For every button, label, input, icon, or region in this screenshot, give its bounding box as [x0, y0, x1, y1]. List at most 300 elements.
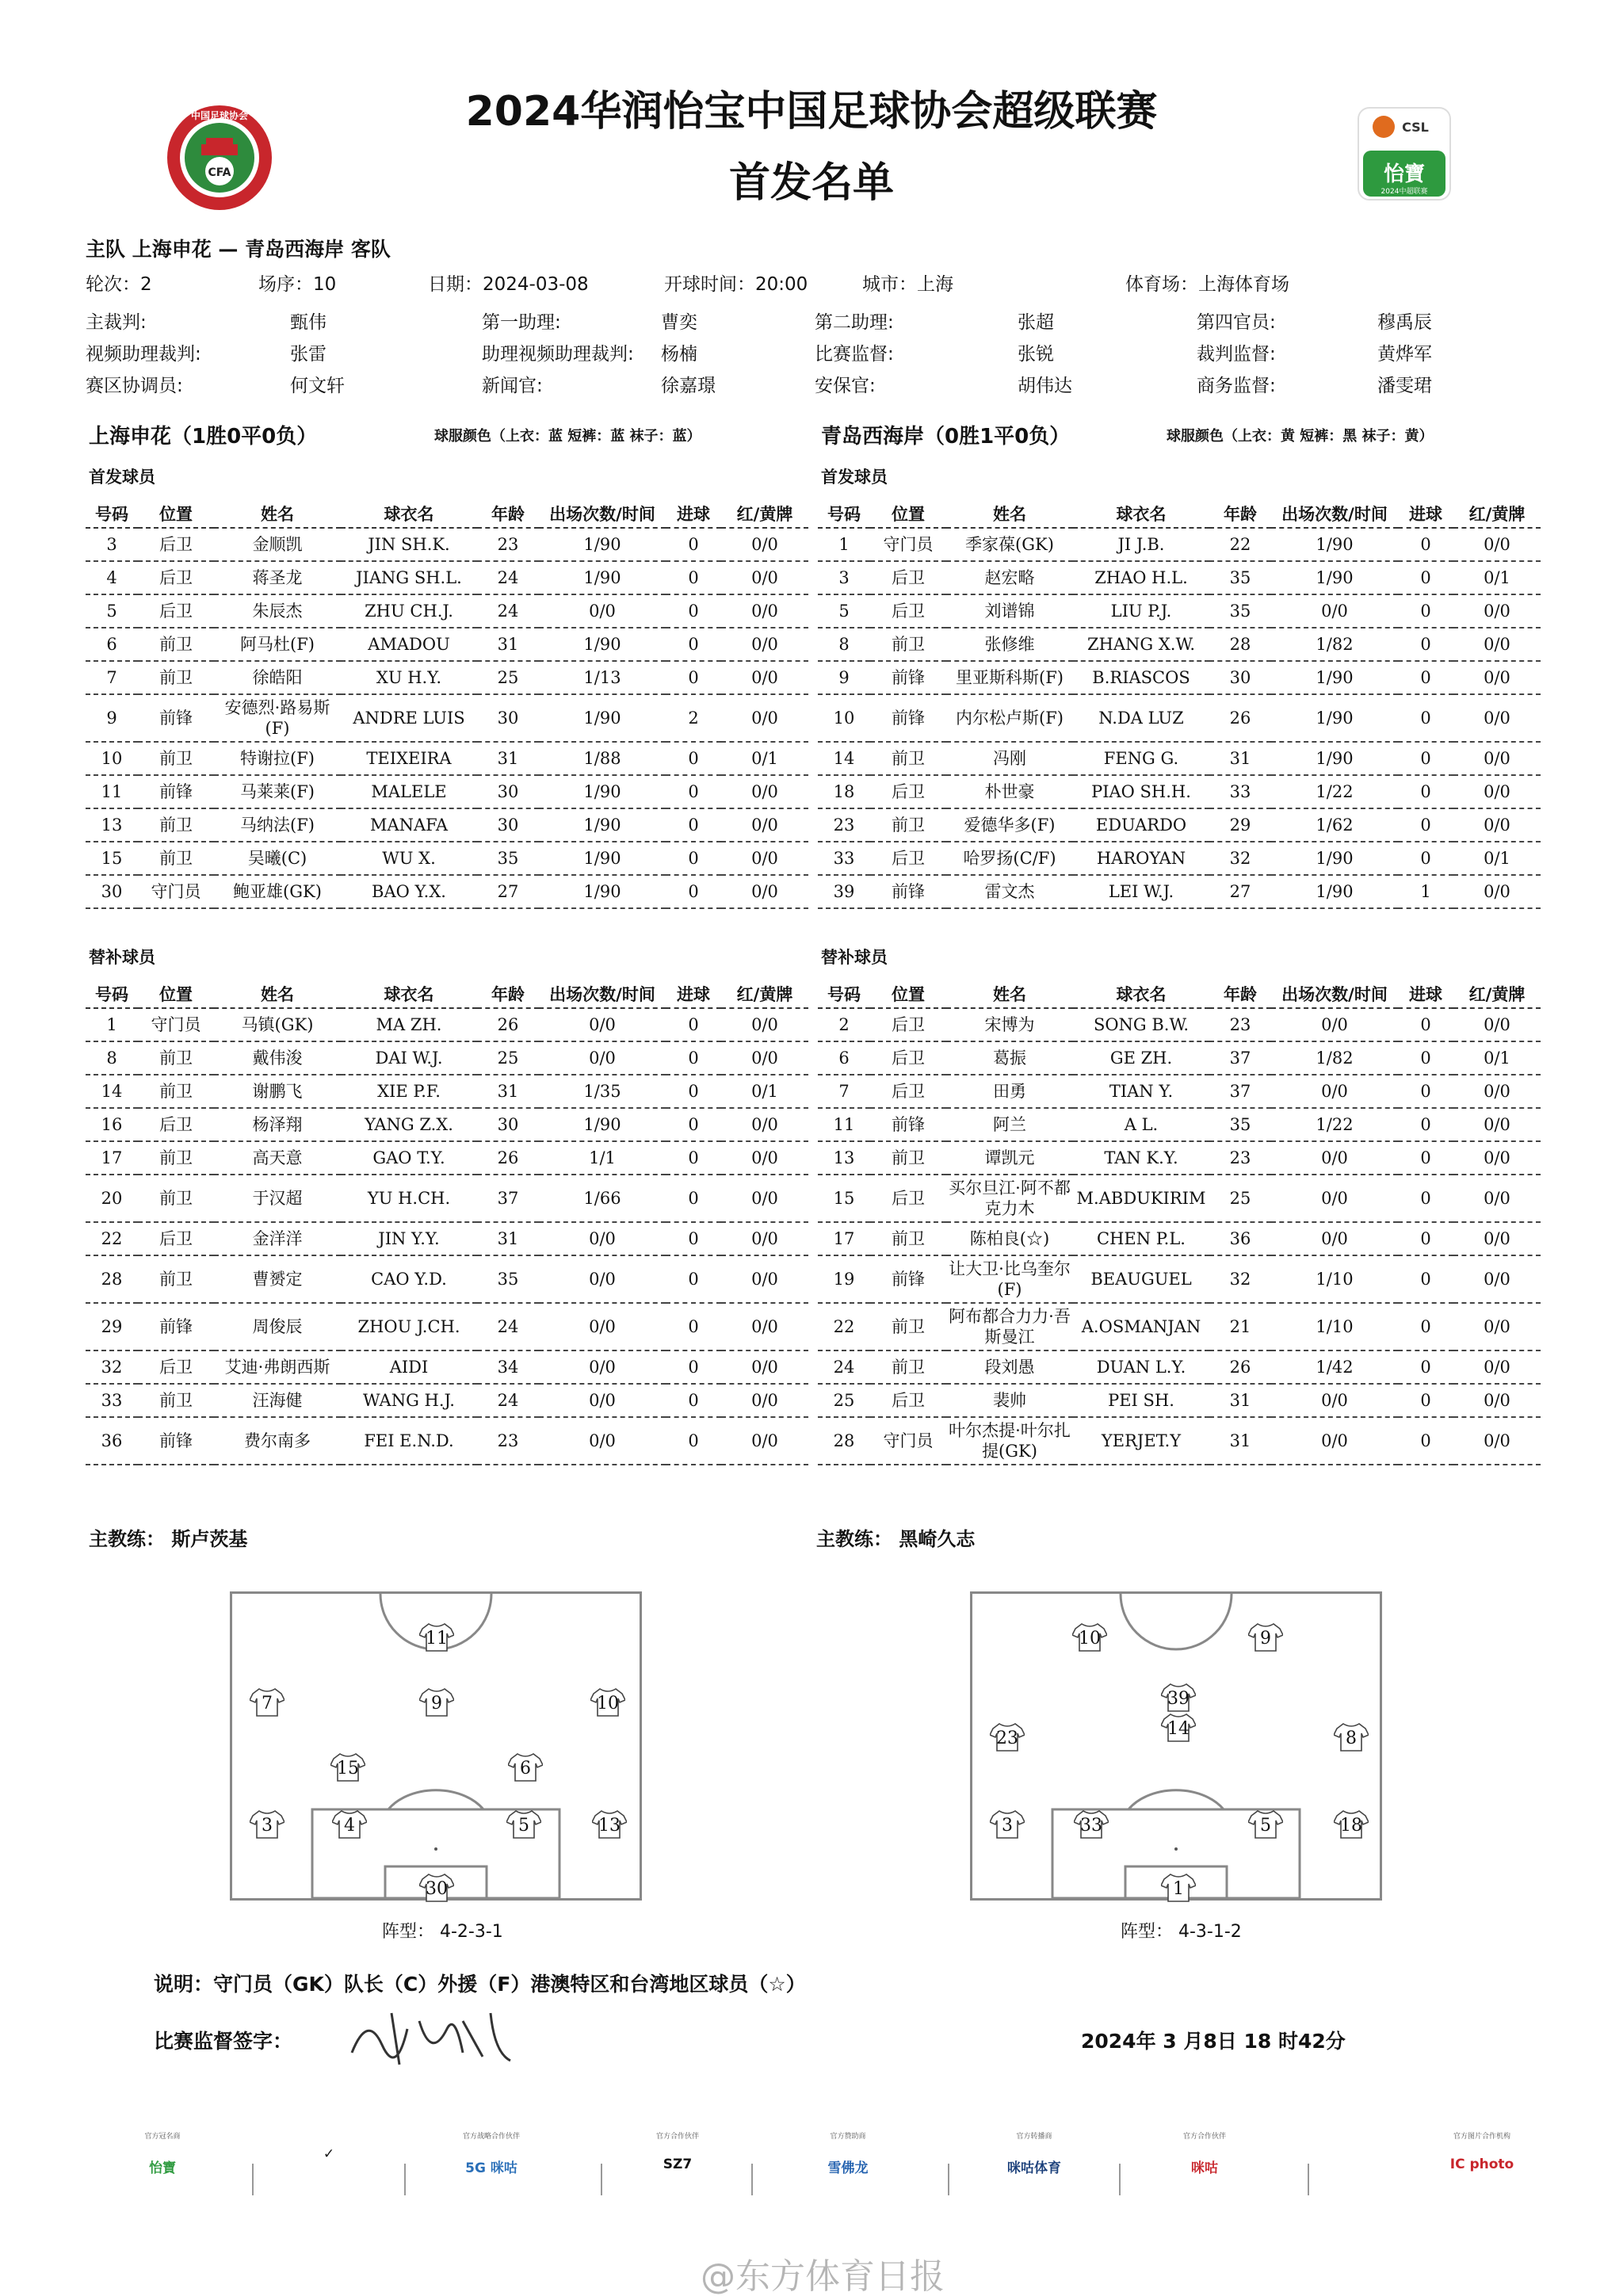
player-appearances: 0/0 — [1271, 1384, 1398, 1417]
player-name: 徐皓阳 — [214, 661, 341, 694]
player-goals: 0 — [666, 808, 721, 842]
player-row — [818, 1417, 1541, 1465]
svg-text:2024中超联赛: 2024中超联赛 — [1381, 188, 1428, 196]
player-goals: 0 — [1398, 808, 1453, 842]
player-cards: 0/0 — [1453, 1175, 1541, 1222]
player-number: 6 — [818, 1041, 870, 1075]
player-cards: 0/0 — [721, 628, 808, 661]
player-jersey-icon — [1161, 1713, 1196, 1743]
player-goals: 0 — [1398, 694, 1453, 742]
player-shirt-name: A.OSMANJAN — [1073, 1303, 1209, 1350]
player-shirt-name: YERJET.Y — [1073, 1417, 1209, 1465]
player-appearances: 1/10 — [1271, 1255, 1398, 1303]
jersey-number: 13 — [598, 1816, 621, 1836]
player-goals: 0 — [666, 875, 721, 908]
player-appearances: 0/0 — [539, 1303, 666, 1350]
player-position: 后卫 — [138, 1350, 214, 1384]
player-row — [86, 808, 808, 842]
player-jersey-icon — [1334, 1722, 1369, 1752]
player-name: 金顺凯 — [214, 528, 341, 561]
jersey-number: 7 — [262, 1694, 273, 1713]
player-jersey-icon — [1161, 1683, 1196, 1713]
player-appearances: 1/90 — [539, 875, 666, 908]
player-position: 前锋 — [870, 1108, 946, 1141]
away-kit-colors: 球服颜色（上衣：黄 短裤：黑 袜子：黄） — [1167, 428, 1434, 445]
player-appearances: 1/22 — [1271, 1108, 1398, 1141]
player-row — [818, 1255, 1541, 1303]
player-age: 31 — [1209, 1384, 1271, 1417]
player-age: 32 — [1209, 842, 1271, 875]
player-goals: 0 — [666, 1041, 721, 1075]
player-goals: 0 — [1398, 1222, 1453, 1255]
jersey-number: 14 — [1167, 1719, 1190, 1739]
player-goals: 0 — [1398, 742, 1453, 775]
player-goals: 0 — [666, 628, 721, 661]
player-shirt-name: PIAO SH.H. — [1073, 775, 1209, 808]
player-row — [86, 1008, 808, 1041]
player-goals: 0 — [1398, 1041, 1453, 1075]
jersey-number: 10 — [1079, 1629, 1101, 1648]
player-age: 29 — [1209, 808, 1271, 842]
player-shirt-name: YU H.CH. — [341, 1175, 477, 1222]
player-shirt-name: MALELE — [341, 775, 477, 808]
player-number: 13 — [86, 808, 138, 842]
player-name: 赵宏略 — [946, 561, 1073, 594]
player-number: 32 — [86, 1350, 138, 1384]
col-goals: 进球 — [666, 499, 721, 528]
col-cards: 红/黄牌 — [1453, 980, 1541, 1008]
player-cards: 0/0 — [721, 842, 808, 875]
player-appearances: 1/1 — [539, 1141, 666, 1175]
table-header-row — [818, 499, 1541, 528]
player-age: 37 — [477, 1175, 539, 1222]
player-number: 17 — [818, 1222, 870, 1255]
player-shirt-name: DUAN L.Y. — [1073, 1350, 1209, 1384]
player-cards: 0/0 — [721, 1384, 808, 1417]
player-number: 28 — [818, 1417, 870, 1465]
player-row — [818, 594, 1541, 628]
player-age: 35 — [1209, 1108, 1271, 1141]
player-age: 24 — [477, 1303, 539, 1350]
player-cards: 0/0 — [1453, 775, 1541, 808]
player-position: 后卫 — [870, 594, 946, 628]
col-name: 姓名 — [214, 499, 341, 528]
player-jersey-icon — [508, 1752, 543, 1782]
sponsor-logo: ✓ — [323, 2146, 335, 2162]
official-label: 第二助理: — [815, 312, 894, 333]
player-shirt-name: TAN K.Y. — [1073, 1141, 1209, 1175]
player-number: 22 — [86, 1222, 138, 1255]
player-number: 10 — [86, 742, 138, 775]
teams-line: 主队 上海申花 — 青岛西海岸 客队 — [86, 238, 391, 261]
player-age: 23 — [1209, 1141, 1271, 1175]
player-number: 5 — [818, 594, 870, 628]
player-number: 33 — [818, 842, 870, 875]
official-name: 黄烨军 — [1377, 344, 1432, 365]
player-goals: 0 — [666, 1384, 721, 1417]
player-row — [86, 842, 808, 875]
col-goals: 进球 — [1398, 499, 1453, 528]
player-cards: 0/0 — [1453, 1141, 1541, 1175]
player-name: 叶尔杰提·叶尔扎提(GK) — [946, 1417, 1073, 1465]
player-age: 30 — [477, 1108, 539, 1141]
player-row — [818, 528, 1541, 561]
player-name: 刘谱锦 — [946, 594, 1073, 628]
player-cards: 0/0 — [1453, 742, 1541, 775]
player-appearances: 1/90 — [539, 694, 666, 742]
player-shirt-name: JI J.B. — [1073, 528, 1209, 561]
player-jersey-icon — [1248, 1809, 1283, 1839]
jersey-number: 18 — [1340, 1816, 1362, 1836]
player-age: 30 — [477, 694, 539, 742]
player-age: 27 — [477, 875, 539, 908]
jersey-number: 1 — [1173, 1879, 1184, 1899]
player-name: 蒋圣龙 — [214, 561, 341, 594]
player-age: 30 — [477, 808, 539, 842]
player-cards: 0/0 — [721, 1255, 808, 1303]
player-goals: 0 — [666, 1222, 721, 1255]
player-age: 35 — [477, 842, 539, 875]
player-name: 于汉超 — [214, 1175, 341, 1222]
player-appearances: 1/90 — [539, 1108, 666, 1141]
player-age: 25 — [477, 661, 539, 694]
player-shirt-name: PEI SH. — [1073, 1384, 1209, 1417]
player-age: 22 — [1209, 528, 1271, 561]
player-shirt-name: TEIXEIRA — [341, 742, 477, 775]
player-row — [86, 1041, 808, 1075]
player-shirt-name: JIN SH.K. — [341, 528, 477, 561]
player-row — [818, 808, 1541, 842]
sponsor-logo: 官方战略合作伙伴 5G 咪咕 — [462, 2133, 520, 2176]
official-name: 张超 — [1018, 312, 1054, 333]
player-number: 11 — [86, 775, 138, 808]
table-header-row — [86, 980, 808, 1008]
player-shirt-name: EDUARDO — [1073, 808, 1209, 842]
player-row — [86, 742, 808, 775]
player-number: 8 — [86, 1041, 138, 1075]
sponsor-logo: 官方冠名商 怡寶 — [144, 2133, 181, 2176]
player-goals: 0 — [666, 594, 721, 628]
player-goals: 0 — [666, 842, 721, 875]
col-cards: 红/黄牌 — [721, 499, 808, 528]
player-appearances: 0/0 — [1271, 1075, 1398, 1108]
player-appearances: 1/90 — [1271, 561, 1398, 594]
jersey-number: 5 — [1260, 1816, 1271, 1836]
player-position: 后卫 — [870, 775, 946, 808]
jersey-number: 3 — [262, 1816, 273, 1836]
player-position: 前卫 — [138, 842, 214, 875]
player-number: 8 — [818, 628, 870, 661]
col-number: 号码 — [86, 499, 138, 528]
player-position: 前卫 — [138, 1175, 214, 1222]
player-position: 前卫 — [138, 808, 214, 842]
player-position: 前卫 — [138, 1255, 214, 1303]
player-appearances: 0/0 — [1271, 1175, 1398, 1222]
player-position: 前卫 — [138, 1384, 214, 1417]
player-row — [86, 628, 808, 661]
player-goals: 0 — [666, 1075, 721, 1108]
player-number: 23 — [818, 808, 870, 842]
player-shirt-name: TIAN Y. — [1073, 1075, 1209, 1108]
official-name: 何文轩 — [290, 376, 345, 396]
player-age: 25 — [1209, 1175, 1271, 1222]
player-name: 朴世豪 — [946, 775, 1073, 808]
player-goals: 0 — [1398, 1108, 1453, 1141]
player-number: 9 — [818, 661, 870, 694]
player-position: 前卫 — [870, 628, 946, 661]
player-name: 朱辰杰 — [214, 594, 341, 628]
player-name: 马纳法(F) — [214, 808, 341, 842]
official-name: 甄伟 — [290, 312, 327, 333]
official-name: 张雷 — [290, 344, 327, 365]
signature-label: 比赛监督签字： — [154, 2030, 293, 2053]
player-name: 艾迪·弗朗西斯 — [214, 1350, 341, 1384]
player-shirt-name: ZHANG X.W. — [1073, 628, 1209, 661]
player-shirt-name: M.ABDUKIRIM — [1073, 1175, 1209, 1222]
player-row — [86, 1108, 808, 1141]
player-position: 后卫 — [138, 561, 214, 594]
player-position: 前卫 — [138, 742, 214, 775]
player-cards: 0/0 — [1453, 1222, 1541, 1255]
player-name: 哈罗扬(C/F) — [946, 842, 1073, 875]
player-number: 15 — [86, 842, 138, 875]
svg-text:CSL: CSL — [1402, 120, 1429, 135]
player-jersey-icon — [506, 1809, 541, 1839]
player-goals: 0 — [666, 661, 721, 694]
player-number: 33 — [86, 1384, 138, 1417]
player-shirt-name: AMADOU — [341, 628, 477, 661]
player-shirt-name: FENG G. — [1073, 742, 1209, 775]
player-position: 前锋 — [870, 875, 946, 908]
player-shirt-name: XU H.Y. — [341, 661, 477, 694]
supervisor-signature — [344, 1997, 518, 2076]
player-shirt-name: SONG B.W. — [1073, 1008, 1209, 1041]
player-row — [86, 1384, 808, 1417]
player-row — [818, 742, 1541, 775]
player-jersey-icon — [419, 1687, 454, 1717]
player-cards: 0/0 — [721, 1222, 808, 1255]
player-cards: 0/0 — [721, 1108, 808, 1141]
player-name: 周俊辰 — [214, 1303, 341, 1350]
player-position: 前锋 — [138, 1303, 214, 1350]
jersey-number: 39 — [1167, 1689, 1190, 1709]
player-number: 9 — [86, 694, 138, 742]
official-label: 视频助理裁判: — [86, 344, 201, 365]
player-goals: 0 — [1398, 1417, 1453, 1465]
official-label: 商务监督: — [1197, 376, 1276, 396]
player-appearances: 0/0 — [539, 1255, 666, 1303]
player-number: 2 — [818, 1008, 870, 1041]
player-shirt-name: GE ZH. — [1073, 1041, 1209, 1075]
official-label: 裁判监督: — [1197, 344, 1276, 365]
jersey-number: 33 — [1080, 1816, 1102, 1836]
player-goals: 0 — [666, 1417, 721, 1465]
col-appearances: 出场次数/时间 — [1271, 499, 1398, 528]
table-header-row — [818, 980, 1541, 1008]
player-appearances: 0/0 — [539, 1350, 666, 1384]
home-subs-table — [86, 980, 808, 1465]
csl-logo — [1357, 106, 1452, 201]
player-cards: 0/0 — [1453, 1108, 1541, 1141]
player-cards: 0/0 — [1453, 1417, 1541, 1465]
jersey-number: 9 — [431, 1694, 442, 1713]
player-row — [86, 1175, 808, 1222]
official-label: 赛区协调员: — [86, 376, 183, 396]
player-age: 31 — [477, 628, 539, 661]
player-position: 后卫 — [870, 1041, 946, 1075]
player-shirt-name: ZHU CH.J. — [341, 594, 477, 628]
player-cards: 0/0 — [721, 775, 808, 808]
col-shirt-name: 球衣名 — [341, 980, 477, 1008]
player-number: 17 — [86, 1141, 138, 1175]
player-appearances: 1/35 — [539, 1075, 666, 1108]
col-number: 号码 — [86, 980, 138, 1008]
player-position: 前锋 — [870, 694, 946, 742]
player-number: 39 — [818, 875, 870, 908]
official-name: 杨楠 — [661, 344, 697, 365]
player-shirt-name: BAO Y.X. — [341, 875, 477, 908]
home-kit-colors: 球服颜色（上衣：蓝 短裤：蓝 袜子：蓝） — [434, 428, 701, 445]
player-row — [818, 1041, 1541, 1075]
player-row — [818, 1175, 1541, 1222]
player-cards: 0/0 — [1453, 528, 1541, 561]
player-number: 22 — [818, 1303, 870, 1350]
player-appearances: 1/90 — [539, 808, 666, 842]
player-goals: 0 — [1398, 1384, 1453, 1417]
player-shirt-name: MANAFA — [341, 808, 477, 842]
player-goals: 1 — [1398, 875, 1453, 908]
player-row — [86, 1141, 808, 1175]
player-appearances: 0/0 — [1271, 1417, 1398, 1465]
table-header-row — [86, 499, 808, 528]
svg-text:CFA: CFA — [208, 166, 231, 179]
player-appearances: 0/0 — [1271, 1141, 1398, 1175]
player-name: 买尔旦江·阿不都克力木 — [946, 1175, 1073, 1222]
player-shirt-name: JIN Y.Y. — [341, 1222, 477, 1255]
player-position: 前卫 — [870, 1350, 946, 1384]
player-age: 37 — [1209, 1075, 1271, 1108]
player-number: 4 — [86, 561, 138, 594]
player-age: 26 — [477, 1141, 539, 1175]
player-position: 前锋 — [870, 1255, 946, 1303]
player-position: 前卫 — [138, 1141, 214, 1175]
player-cards: 0/0 — [721, 1008, 808, 1041]
player-name: 金洋洋 — [214, 1222, 341, 1255]
player-appearances: 1/90 — [1271, 661, 1398, 694]
player-age: 21 — [1209, 1303, 1271, 1350]
jersey-number: 8 — [1346, 1729, 1357, 1748]
player-number: 13 — [818, 1141, 870, 1175]
player-cards: 0/1 — [1453, 1041, 1541, 1075]
player-shirt-name: DAI W.J. — [341, 1041, 477, 1075]
player-row — [86, 561, 808, 594]
svg-text:中国足球协会: 中国足球协会 — [190, 110, 249, 121]
col-goals: 进球 — [1398, 980, 1453, 1008]
player-number: 19 — [818, 1255, 870, 1303]
player-jersey-icon — [1161, 1873, 1196, 1903]
player-shirt-name: MA ZH. — [341, 1008, 477, 1041]
player-number: 25 — [818, 1384, 870, 1417]
col-age: 年龄 — [1209, 499, 1271, 528]
player-name: 曹赟定 — [214, 1255, 341, 1303]
player-goals: 0 — [1398, 1175, 1453, 1222]
player-number: 24 — [818, 1350, 870, 1384]
player-position: 前卫 — [138, 1075, 214, 1108]
player-cards: 0/0 — [1453, 694, 1541, 742]
col-number: 号码 — [818, 499, 870, 528]
player-age: 23 — [477, 528, 539, 561]
player-cards: 0/0 — [721, 661, 808, 694]
player-position: 前卫 — [138, 1041, 214, 1075]
player-goals: 0 — [1398, 1255, 1453, 1303]
player-appearances: 1/90 — [1271, 742, 1398, 775]
col-position: 位置 — [870, 980, 946, 1008]
player-number: 6 — [86, 628, 138, 661]
player-row — [86, 594, 808, 628]
col-name: 姓名 — [946, 980, 1073, 1008]
player-cards: 0/0 — [721, 1041, 808, 1075]
sponsor-logo: 官方赞助商 雪佛龙 — [827, 2133, 869, 2176]
official-label: 主裁判: — [86, 312, 147, 333]
player-jersey-icon — [1334, 1809, 1369, 1839]
player-number: 3 — [818, 561, 870, 594]
player-number: 14 — [818, 742, 870, 775]
player-jersey-icon — [990, 1722, 1025, 1752]
player-number: 7 — [86, 661, 138, 694]
player-goals: 2 — [666, 694, 721, 742]
player-goals: 0 — [666, 528, 721, 561]
player-row — [86, 661, 808, 694]
col-position: 位置 — [870, 499, 946, 528]
player-goals: 0 — [666, 775, 721, 808]
svg-text:怡寶: 怡寶 — [1383, 162, 1426, 186]
player-cards: 0/0 — [721, 561, 808, 594]
player-position: 前卫 — [870, 1222, 946, 1255]
player-name: 谢鹏飞 — [214, 1075, 341, 1108]
player-row — [818, 661, 1541, 694]
col-shirt-name: 球衣名 — [1073, 499, 1209, 528]
match-number: 场序：10 — [258, 274, 337, 295]
player-age: 24 — [477, 1384, 539, 1417]
player-position: 前锋 — [870, 661, 946, 694]
player-row — [86, 528, 808, 561]
player-name: 段刘愚 — [946, 1350, 1073, 1384]
official-label: 第四官员: — [1197, 312, 1276, 333]
player-cards: 0/0 — [1453, 1255, 1541, 1303]
player-appearances: 0/0 — [1271, 594, 1398, 628]
player-position: 后卫 — [138, 1222, 214, 1255]
jersey-number: 4 — [344, 1816, 355, 1836]
official-label: 助理视频助理裁判: — [482, 344, 634, 365]
player-goals: 0 — [666, 1141, 721, 1175]
player-age: 24 — [477, 594, 539, 628]
player-appearances: 1/42 — [1271, 1350, 1398, 1384]
player-appearances: 1/90 — [1271, 694, 1398, 742]
official-label: 第一助理: — [482, 312, 561, 333]
col-name: 姓名 — [214, 980, 341, 1008]
player-cards: 0/0 — [721, 1175, 808, 1222]
player-jersey-icon — [990, 1809, 1025, 1839]
player-goals: 0 — [666, 742, 721, 775]
col-appearances: 出场次数/时间 — [539, 980, 666, 1008]
player-name: 田勇 — [946, 1075, 1073, 1108]
player-shirt-name: N.DA LUZ — [1073, 694, 1209, 742]
player-shirt-name: HAROYAN — [1073, 842, 1209, 875]
player-name: 鲍亚雄(GK) — [214, 875, 341, 908]
player-cards: 0/0 — [1453, 1350, 1541, 1384]
player-number: 16 — [86, 1108, 138, 1141]
player-appearances: 1/90 — [539, 842, 666, 875]
